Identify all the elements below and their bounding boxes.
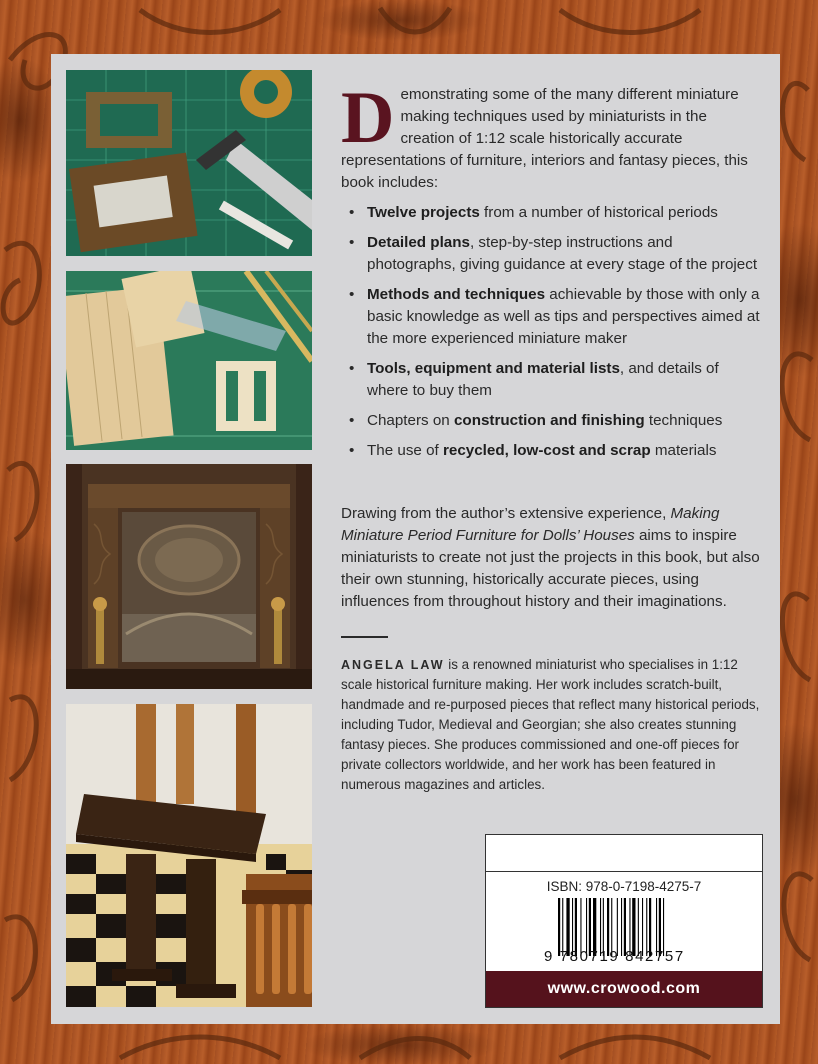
list-item-bold: Detailed plans [367, 234, 470, 251]
list-item-text: from a number of historical periods [479, 204, 718, 221]
list-item-text: achievable by those with only a basic knowledge as well as tips and perspectives aimed at the more experienced miniature maker [367, 286, 760, 347]
list-item [341, 232, 763, 276]
list-item-bold: Methods and techniques [367, 286, 546, 303]
isbn-box [485, 834, 763, 1008]
feature-list [341, 202, 763, 470]
intro-paragraph [341, 77, 763, 194]
description-text: Drawing from the author’s extensive experience, [341, 505, 671, 522]
drop-cap: D [341, 77, 395, 159]
list-item-text: Chapters on [367, 412, 454, 429]
photo-picture-frames [66, 70, 312, 256]
price-area [486, 835, 762, 872]
list-item [341, 202, 763, 224]
barcode-digits: 9 780719 842757 [544, 948, 685, 965]
author-bio [341, 655, 763, 795]
divider [341, 636, 388, 638]
book-title: Making Miniature Period Furniture for Dolls’ Houses [341, 505, 720, 544]
website-link[interactable]: www.crowood.com [486, 971, 762, 1007]
photo-table-checkered-floor [66, 704, 312, 1007]
list-item-bold: Twelve projects [367, 204, 480, 221]
author-name: ANGELA LAW [341, 658, 445, 672]
list-item-text: , and details of where to buy them [367, 360, 719, 399]
list-item-bold: Tools, equipment and material lists [367, 360, 620, 377]
isbn-label: ISBN: 978-0-7198-4275-7 [546, 879, 702, 894]
list-item [341, 440, 763, 462]
back-cover-panel [51, 54, 780, 1024]
list-item-bold: recycled, low-cost and scrap [442, 442, 651, 459]
list-item-text: techniques [644, 412, 723, 429]
photo-carved-fireplace [66, 464, 312, 689]
list-item-text: , step-by-step instructions and photographs, giving guidance at every stage of the project [367, 234, 758, 273]
intro-text: emonstrating some of the many different miniature making techniques used by miniaturists in the creation of 1:12 scale historically accurate representations of furniture, interiors and fantasy pieces, this book includes: [341, 86, 748, 191]
list-item [341, 284, 763, 350]
author-bio-text: is a renowned miniaturist who specialises in 1:12 scale historical furniture making. Her work includes scratch-built, handmade and re-purposed pieces that reflect many historical periods, including Tudor, Medieval and Georgian; she also creates stunning fantasy pieces. She produces commissioned and one-off pieces for private collectors worldwide, and her work has been featured in numerous magazines and articles. [341, 657, 760, 792]
photo-wood-pieces [66, 271, 312, 450]
list-item [341, 358, 763, 402]
list-item-text: The use of [367, 442, 443, 459]
description-paragraph [341, 503, 763, 613]
list-item [341, 410, 763, 432]
list-item-bold: construction and finishing [453, 412, 645, 429]
list-item-text: materials [650, 442, 717, 459]
description-text: aims to inspire miniaturists to create not just the projects in this book, but also their own stunning, historically accurate pieces, using influences from throughout history and their imaginations. [341, 527, 760, 610]
